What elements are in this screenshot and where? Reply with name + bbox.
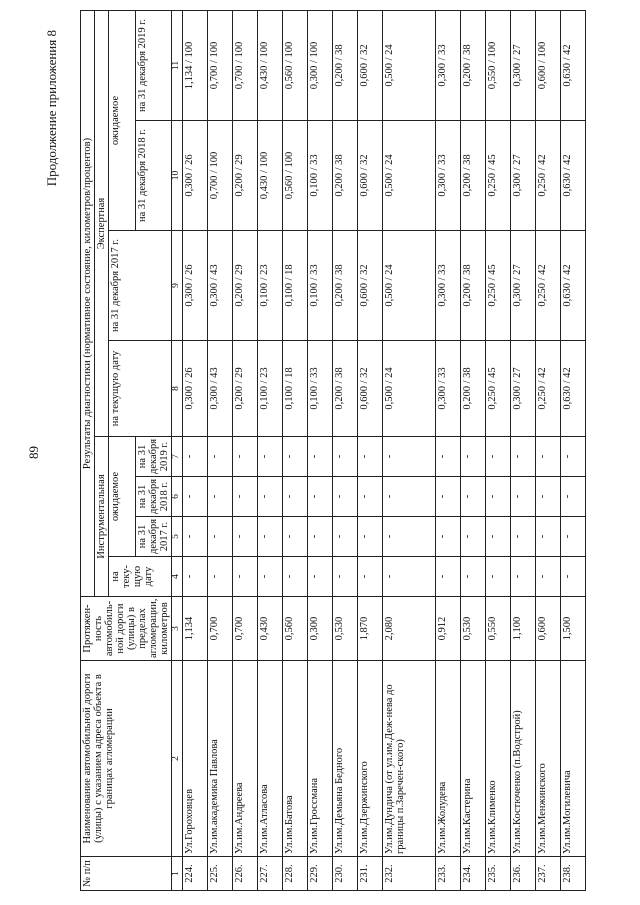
cell-c5: -	[561, 517, 586, 557]
cell-c6: -	[511, 477, 536, 517]
header-expert: Экспертная	[95, 11, 109, 437]
cell-c11: 0,500 / 24	[383, 11, 436, 121]
cell-c7: -	[383, 437, 436, 477]
page-number: 89	[26, 446, 41, 459]
cell-c4: -	[561, 557, 586, 597]
cell-c4: -	[536, 557, 561, 597]
cell-c7: -	[536, 437, 561, 477]
cell-c9: 0,300 / 26	[183, 231, 208, 341]
cell-name: Ул.им.Костюченко (п.Водстрой)	[511, 661, 536, 857]
cell-c4: -	[333, 557, 358, 597]
cell-name: Ул.им.Дундича (от ул.им.Деж-нева до границы п.Заречен-ского)	[383, 661, 436, 857]
cell-c10: 0,200 / 38	[333, 121, 358, 231]
cell-c8: 0,630 / 42	[561, 341, 586, 437]
cell-c9: 0,100 / 18	[283, 231, 308, 341]
cell-c5: -	[258, 517, 283, 557]
cell-length: 0,700	[208, 597, 233, 661]
header-results: Результаты диагностики (нормативное состояние, километров/процентов)	[81, 11, 95, 597]
cell-name: Ул.им.Демьяна Бедного	[333, 661, 358, 857]
cell-c11: 0,700 / 100	[233, 11, 258, 121]
header-dec-2018: на 31 декабря 2018 г.	[136, 477, 172, 517]
cell-name: Ул.им.Жолудева	[436, 661, 461, 857]
cell-c9: 0,250 / 42	[536, 231, 561, 341]
cell-c7: -	[436, 437, 461, 477]
table-row	[283, 11, 308, 891]
cell-c9: 0,300 / 33	[436, 231, 461, 341]
cell-c6: -	[383, 477, 436, 517]
cell-length: 0,600	[536, 597, 561, 661]
cell-c10: 0,250 / 42	[536, 121, 561, 231]
table-row	[436, 11, 461, 891]
header-expected-expert: ожидаемое	[109, 11, 136, 231]
cell-c9: 0,250 / 45	[486, 231, 511, 341]
cell-c8: 0,250 / 45	[486, 341, 511, 437]
column-number: 10	[172, 121, 183, 231]
cell-c6: -	[183, 477, 208, 517]
cell-c11: 0,300 / 27	[511, 11, 536, 121]
cell-num: 236.	[511, 857, 536, 891]
continuation-title: Продолжение приложения 8	[44, 30, 59, 187]
cell-c4: -	[358, 557, 383, 597]
cell-length: 1,134	[183, 597, 208, 661]
cell-length: 2,080	[383, 597, 436, 661]
header-dec-2019: на 31 декабря 2019 г.	[136, 437, 172, 477]
cell-length: 0,912	[436, 597, 461, 661]
cell-name: Ул.им.Гроссмана	[308, 661, 333, 857]
cell-num: 234.	[461, 857, 486, 891]
cell-c8: 0,300 / 26	[183, 341, 208, 437]
cell-c6: -	[308, 477, 333, 517]
cell-c7: -	[233, 437, 258, 477]
cell-c11: 0,600 / 100	[536, 11, 561, 121]
cell-c10: 0,500 / 24	[383, 121, 436, 231]
table-row	[233, 11, 258, 891]
header-expert-2018: на 31 декабря 2018 г.	[136, 121, 172, 231]
cell-c8: 0,200 / 29	[233, 341, 258, 437]
table-row	[511, 11, 536, 891]
cell-c11: 0,630 / 42	[561, 11, 586, 121]
header-current-date: на теку-щую дату	[109, 557, 172, 597]
cell-num: 237.	[536, 857, 561, 891]
cell-c10: 0,700 / 100	[208, 121, 233, 231]
cell-c4: -	[308, 557, 333, 597]
cell-c11: 0,300 / 33	[436, 11, 461, 121]
cell-c6: -	[461, 477, 486, 517]
cell-c5: -	[486, 517, 511, 557]
table-row	[183, 11, 208, 891]
cell-length: 0,530	[333, 597, 358, 661]
cell-c6: -	[333, 477, 358, 517]
table-row	[208, 11, 233, 891]
cell-num: 231.	[358, 857, 383, 891]
cell-c6: -	[358, 477, 383, 517]
cell-c11: 0,300 / 100	[308, 11, 333, 121]
cell-name: Ул.им.Кастерина	[461, 661, 486, 857]
column-number: 9	[172, 231, 183, 341]
cell-num: 232.	[383, 857, 436, 891]
cell-c7: -	[333, 437, 358, 477]
cell-c7: -	[486, 437, 511, 477]
cell-c6: -	[283, 477, 308, 517]
cell-c8: 0,100 / 23	[258, 341, 283, 437]
cell-num: 238.	[561, 857, 586, 891]
cell-c4: -	[183, 557, 208, 597]
table-row	[383, 11, 436, 891]
cell-c5: -	[183, 517, 208, 557]
cell-name: Ул.им.Дзержинского	[358, 661, 383, 857]
cell-c9: 0,630 / 42	[561, 231, 586, 341]
cell-num: 224.	[183, 857, 208, 891]
cell-c6: -	[436, 477, 461, 517]
cell-c5: -	[536, 517, 561, 557]
cell-c7: -	[208, 437, 233, 477]
table-row	[561, 11, 586, 891]
cell-c5: -	[511, 517, 536, 557]
cell-c4: -	[233, 557, 258, 597]
header-num: № п/п	[81, 857, 172, 891]
table-row	[333, 11, 358, 891]
cell-c9: 0,500 / 24	[383, 231, 436, 341]
cell-c9: 0,200 / 38	[333, 231, 358, 341]
cell-c9: 0,100 / 23	[258, 231, 283, 341]
cell-c6: -	[536, 477, 561, 517]
cell-c4: -	[258, 557, 283, 597]
cell-num: 227.	[258, 857, 283, 891]
cell-c7: -	[561, 437, 586, 477]
cell-c9: 0,200 / 29	[233, 231, 258, 341]
cell-c10: 0,630 / 42	[561, 121, 586, 231]
cell-c10: 0,300 / 26	[183, 121, 208, 231]
cell-c11: 0,550 / 100	[486, 11, 511, 121]
column-number: 4	[172, 557, 183, 597]
header-expert-2019: на 31 декабря 2019 г.	[136, 11, 172, 121]
cell-c5: -	[461, 517, 486, 557]
cell-c8: 0,600 / 32	[358, 341, 383, 437]
column-number: 11	[172, 11, 183, 121]
header-instrumental: Инструментальная	[95, 437, 109, 597]
table-row	[258, 11, 283, 891]
table-row	[358, 11, 383, 891]
cell-c7: -	[283, 437, 308, 477]
cell-c10: 0,430 / 100	[258, 121, 283, 231]
column-number: 7	[172, 437, 183, 477]
cell-num: 228.	[283, 857, 308, 891]
cell-num: 235.	[486, 857, 511, 891]
cell-name: Ул.им.Батова	[283, 661, 308, 857]
column-number: 3	[172, 597, 183, 661]
cell-c11: 0,700 / 100	[208, 11, 233, 121]
cell-c8: 0,500 / 24	[383, 341, 436, 437]
header-expert-current: на текущую дату	[109, 341, 172, 437]
cell-c9: 0,200 / 38	[461, 231, 486, 341]
cell-c11: 0,560 / 100	[283, 11, 308, 121]
cell-c10: 0,200 / 29	[233, 121, 258, 231]
table-row	[308, 11, 333, 891]
cell-c10: 0,100 / 33	[308, 121, 333, 231]
column-number: 8	[172, 341, 183, 437]
table-row	[486, 11, 511, 891]
cell-c8: 0,200 / 38	[333, 341, 358, 437]
cell-c11: 0,430 / 100	[258, 11, 283, 121]
cell-c8: 0,100 / 18	[283, 341, 308, 437]
cell-name: Ул.им.Атласова	[258, 661, 283, 857]
cell-c9: 0,300 / 27	[511, 231, 536, 341]
header-expert-2017: на 31 декабря 2017 г.	[109, 231, 172, 341]
column-number: 1	[172, 857, 183, 891]
cell-num: 229.	[308, 857, 333, 891]
cell-c6: -	[258, 477, 283, 517]
column-number: 5	[172, 517, 183, 557]
cell-c11: 0,200 / 38	[333, 11, 358, 121]
cell-c4: -	[461, 557, 486, 597]
cell-c7: -	[461, 437, 486, 477]
cell-name: Ул.им.академика Павлова	[208, 661, 233, 857]
cell-c10: 0,600 / 32	[358, 121, 383, 231]
cell-c4: -	[283, 557, 308, 597]
cell-c7: -	[308, 437, 333, 477]
cell-c10: 0,250 / 45	[486, 121, 511, 231]
cell-c5: -	[308, 517, 333, 557]
cell-c5: -	[283, 517, 308, 557]
cell-c8: 0,200 / 38	[461, 341, 486, 437]
header-name: Наименование автомобильной дороги (улицы) с указанием адреса объекта в границах агломерации	[81, 661, 172, 857]
cell-c6: -	[486, 477, 511, 517]
cell-c5: -	[233, 517, 258, 557]
column-number: 6	[172, 477, 183, 517]
cell-num: 226.	[233, 857, 258, 891]
cell-c8: 0,300 / 33	[436, 341, 461, 437]
cell-c7: -	[511, 437, 536, 477]
cell-length: 0,700	[233, 597, 258, 661]
cell-c7: -	[358, 437, 383, 477]
cell-length: 1,500	[561, 597, 586, 661]
cell-c8: 0,300 / 27	[511, 341, 536, 437]
cell-c9: 0,300 / 43	[208, 231, 233, 341]
cell-c7: -	[183, 437, 208, 477]
cell-c4: -	[208, 557, 233, 597]
cell-length: 0,550	[486, 597, 511, 661]
header-dec-2017: на 31 декабря 2017 г.	[136, 517, 172, 557]
table-row	[536, 11, 561, 891]
cell-c11: 1,134 / 100	[183, 11, 208, 121]
cell-length: 0,300	[308, 597, 333, 661]
header-expected-instrumental: ожидаемое	[109, 437, 136, 557]
cell-length: 0,560	[283, 597, 308, 661]
column-number: 2	[172, 661, 183, 857]
cell-c6: -	[233, 477, 258, 517]
cell-c9: 0,600 / 32	[358, 231, 383, 341]
cell-name: Ул.им.Могилевича	[561, 661, 586, 857]
cell-c5: -	[358, 517, 383, 557]
cell-c6: -	[208, 477, 233, 517]
table-body	[183, 11, 586, 891]
cell-c8: 0,250 / 42	[536, 341, 561, 437]
cell-name: Ул.им.Андреева	[233, 661, 258, 857]
cell-c4: -	[436, 557, 461, 597]
cell-num: 225.	[208, 857, 233, 891]
cell-length: 0,430	[258, 597, 283, 661]
cell-c7: -	[258, 437, 283, 477]
cell-c11: 0,200 / 38	[461, 11, 486, 121]
cell-num: 233.	[436, 857, 461, 891]
cell-length: 1,100	[511, 597, 536, 661]
cell-c10: 0,200 / 38	[461, 121, 486, 231]
cell-c5: -	[208, 517, 233, 557]
cell-name: Ул.Гороховцев	[183, 661, 208, 857]
cell-c5: -	[383, 517, 436, 557]
cell-c8: 0,100 / 33	[308, 341, 333, 437]
cell-c4: -	[486, 557, 511, 597]
cell-name: Ул.им.Клименко	[486, 661, 511, 857]
cell-length: 0,530	[461, 597, 486, 661]
cell-c10: 0,300 / 27	[511, 121, 536, 231]
table-row	[461, 11, 486, 891]
cell-c5: -	[333, 517, 358, 557]
diagnostics-table	[80, 10, 586, 891]
cell-c10: 0,560 / 100	[283, 121, 308, 231]
cell-num: 230.	[333, 857, 358, 891]
cell-name: Ул.им.Менжинского	[536, 661, 561, 857]
cell-c5: -	[436, 517, 461, 557]
cell-c4: -	[511, 557, 536, 597]
cell-c4: -	[383, 557, 436, 597]
cell-c9: 0,100 / 33	[308, 231, 333, 341]
cell-c11: 0,600 / 32	[358, 11, 383, 121]
cell-c10: 0,300 / 33	[436, 121, 461, 231]
cell-c8: 0,300 / 43	[208, 341, 233, 437]
header-length: Протяжен-ность автомобиль-ной дороги (улицы) в пределах агломерации, километров	[81, 597, 172, 661]
cell-c6: -	[561, 477, 586, 517]
cell-length: 1,870	[358, 597, 383, 661]
